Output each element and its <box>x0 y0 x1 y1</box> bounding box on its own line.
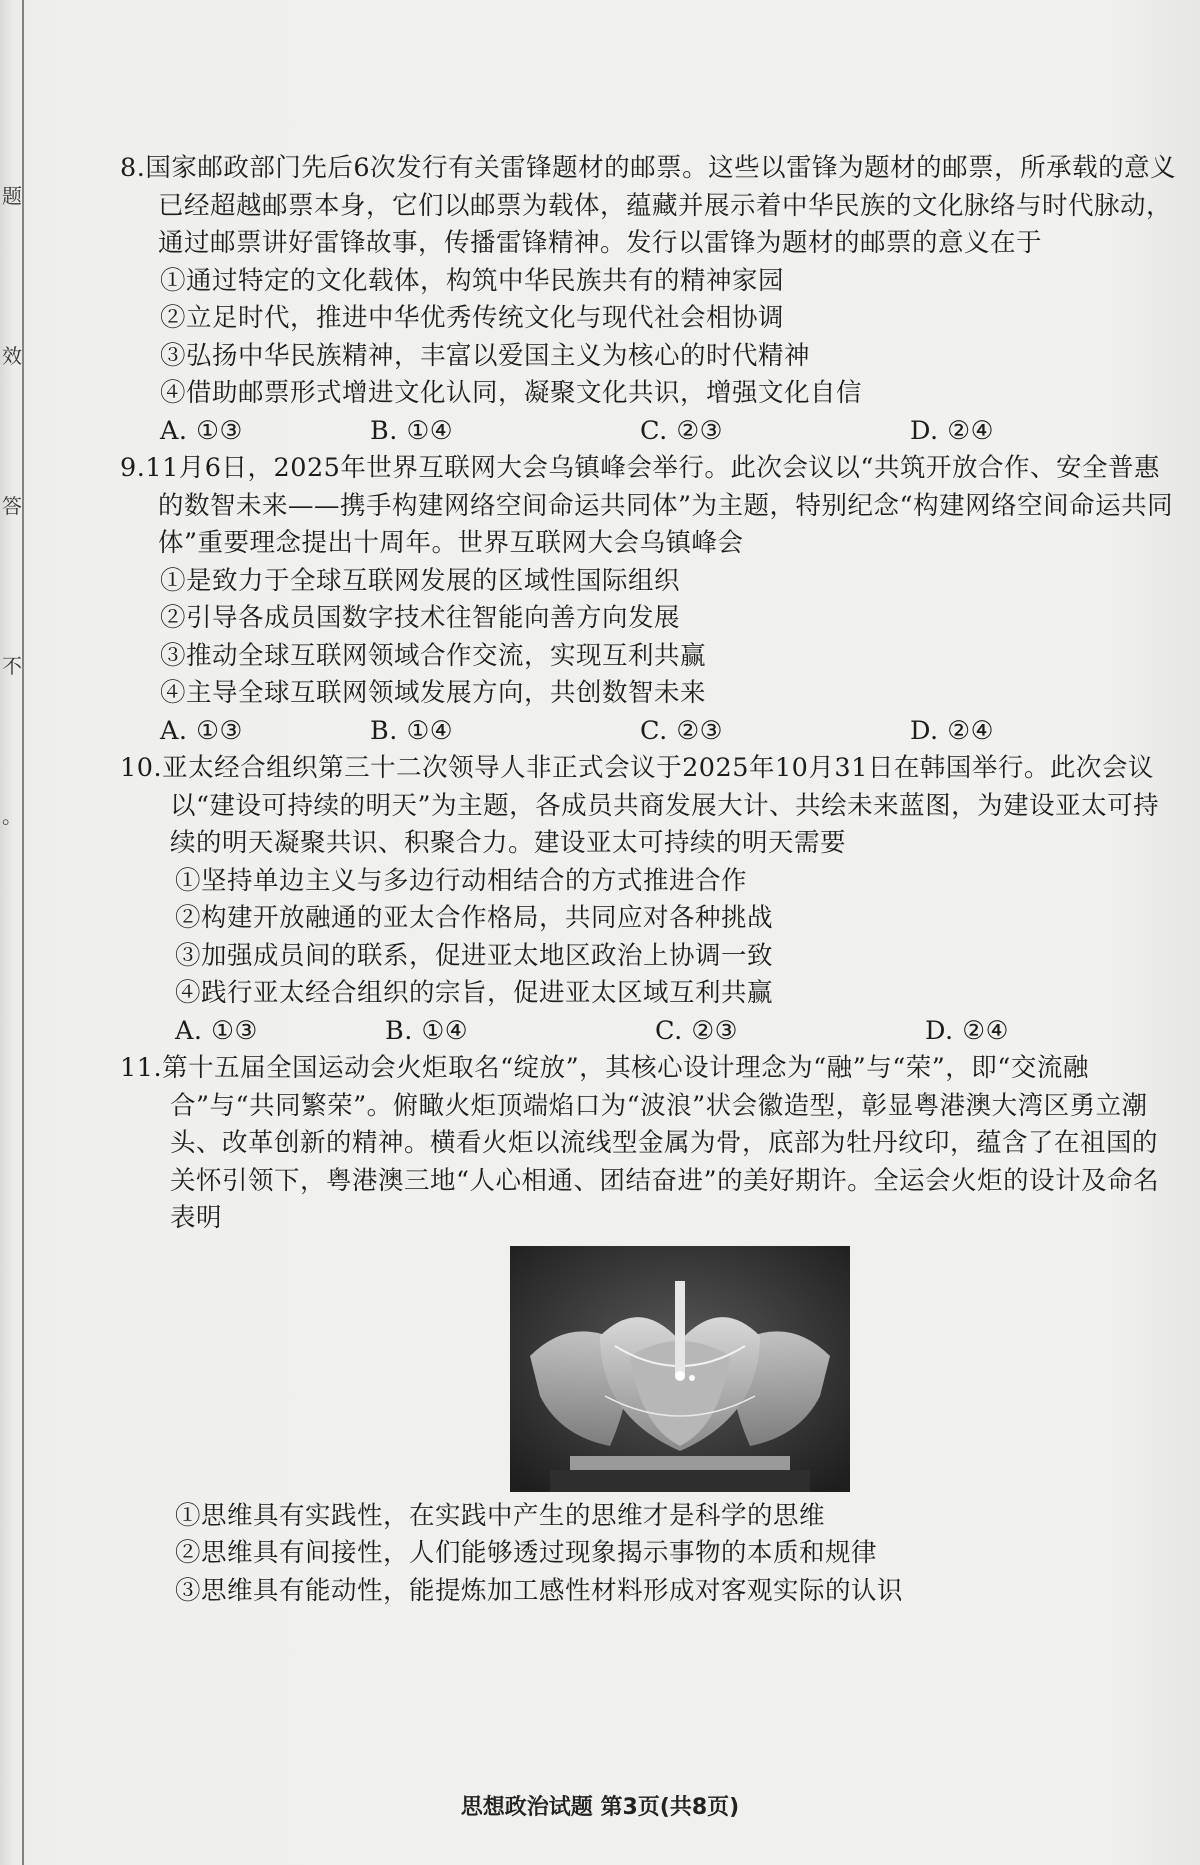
answer-choices <box>175 1013 1180 1051</box>
option-statement: ④借助邮票形式增进文化认同，凝聚文化共识，增强文化自信 <box>160 378 863 408</box>
option-statement: ③推动全球互联网领域合作交流，实现互利共赢 <box>160 640 707 671</box>
choice-d: D. ②④ <box>910 415 994 446</box>
question-stem <box>120 150 1180 263</box>
choice-d: D. ②④ <box>925 1015 1009 1046</box>
choice-c: C. ②③ <box>640 415 724 446</box>
question-text: 亚太经合组织第三十二次领导人非正式会议于2025年10月31日在韩国举行。此次会议以“建设可持续的明天”为主题，各成员共商发展大计、共绘未来蓝图，为建设亚太可持续的明天凝聚共识、积聚合力。建设亚太可持续的明天需要 <box>162 753 1160 858</box>
option-statement: ②立足时代，推进中华优秀传统文化与现代社会相协调 <box>160 303 785 333</box>
option-statement: ①坚持单边主义与多边行动相结合的方式推进合作 <box>175 865 748 896</box>
choice-c: C. ②③ <box>655 1015 739 1046</box>
binding-margin-line <box>22 0 24 1865</box>
torch-illustration <box>510 1246 850 1492</box>
option-statement: ①是致力于全球互联网发展的区域性国际组织 <box>160 565 681 596</box>
option-statement: ④主导全球互联网领域发展方向，共创数智未来 <box>160 678 707 708</box>
choice-b: B. ①④ <box>370 415 454 446</box>
choice-d: D. ②④ <box>910 715 994 746</box>
question-10 <box>120 750 1180 1050</box>
question-text: 11月6日，2025年世界互联网大会乌镇峰会举行。此次会议以“共筑开放合作、安全普惠的数智未来——携手构建网络空间命运共同体”为主题，特别纪念“构建网络空间命运共同体”重要理念提出十周年。世界互联网大会乌镇峰会 <box>145 453 1174 558</box>
choice-a: A. ①③ <box>160 715 243 746</box>
margin-mark: 不 <box>2 654 22 678</box>
option-statement: ④践行亚太经合组织的宗旨，促进亚太区域互利共赢 <box>175 978 774 1008</box>
choice-a: A. ①③ <box>160 415 243 446</box>
option-statement: ①思维具有实践性，在实践中产生的思维才是科学的思维 <box>175 1500 826 1531</box>
question-number: 11. <box>120 1053 163 1083</box>
option-statement: ③思维具有能动性，能提炼加工感性材料形成对客观实际的认识 <box>175 1575 904 1606</box>
question-stem <box>120 750 1180 863</box>
option-statement: ②引导各成员国数字技术往智能向善方向发展 <box>160 603 681 633</box>
choice-b: B. ①④ <box>370 715 454 746</box>
answer-choices <box>160 713 1180 751</box>
option-statement: ③弘扬中华民族精神，丰富以爱国主义为核心的时代精神 <box>160 340 811 371</box>
question-number: 8. <box>120 153 146 183</box>
option-statement: ③加强成员间的联系，促进亚太地区政治上协调一致 <box>175 940 774 971</box>
margin-mark: 效 <box>2 344 22 368</box>
questions-area <box>120 150 1180 1610</box>
question-text: 国家邮政部门先后6次发行有关雷锋题材的邮票。这些以雷锋为题材的邮票，所承载的意义已经超越邮票本身，它们以邮票为载体，蕴藏并展示着中华民族的文化脉络与时代脉动，通过邮票讲好雷锋故事，传播雷锋精神。发行以雷锋为题材的邮票的意义在于 <box>145 153 1177 258</box>
question-text: 第十五届全国运动会火炬取名“绽放”，其核心设计理念为“融”与“荣”，即“交流融合”与“共同繁荣”。俯瞰火炬顶端焰口为“波浪”状会徽造型，彰显粤港澳大湾区勇立潮头、改革创新的精神。横看火炬以流线型金属为骨，底部为牡丹纹印，蕴含了在祖国的关怀引领下，粤港澳三地“人心相通、团结奋进”的美好期许。全运会火炬的设计及命名表明 <box>162 1053 1160 1233</box>
question-8 <box>120 150 1180 450</box>
question-number: 10. <box>120 753 163 783</box>
question-number: 9. <box>120 453 146 483</box>
choice-a: A. ①③ <box>175 1015 258 1046</box>
question-stem <box>120 1050 1180 1238</box>
option-statement: ①通过特定的文化载体，构筑中华民族共有的精神家园 <box>160 265 785 296</box>
question-11 <box>120 1050 1180 1610</box>
question-stem <box>120 450 1180 563</box>
choice-b: B. ①④ <box>385 1015 469 1046</box>
option-statement: ②构建开放融通的亚太合作格局，共同应对各种挑战 <box>175 903 774 933</box>
torch-photo <box>510 1246 850 1492</box>
margin-mark: 题 <box>2 184 22 208</box>
question-9 <box>120 450 1180 750</box>
choice-c: C. ②③ <box>640 715 724 746</box>
answer-choices <box>160 413 1180 451</box>
margin-mark: 答 <box>2 494 22 518</box>
page-footer: 思想政治试题 第3页(共8页) <box>460 1795 740 1820</box>
margin-mark: 。 <box>2 804 22 828</box>
option-statement: ②思维具有间接性，人们能够透过现象揭示事物的本质和规律 <box>175 1538 878 1568</box>
